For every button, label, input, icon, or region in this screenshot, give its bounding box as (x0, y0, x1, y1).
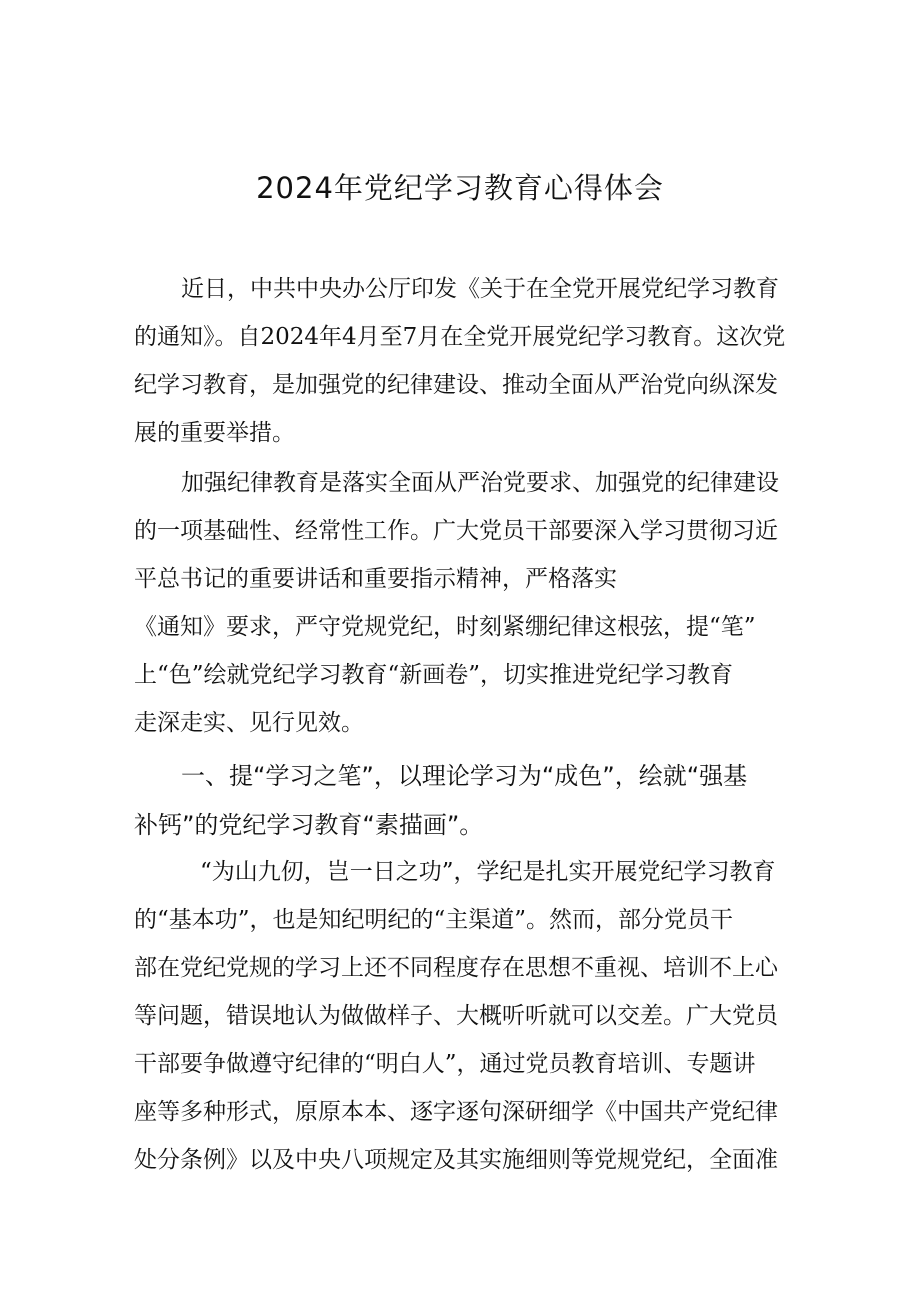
paragraph-3-line-7: 处分条例》以及中央八项规定及其实施细则等党规党纪，全面准 (134, 1147, 778, 1173)
paragraph-3-line-2: 的“基本功”，也是知纪明纪的“主渠道”。然而，部分党员干 (134, 907, 734, 933)
paragraph-1-line-4: 展的重要举措。 (134, 420, 295, 446)
paragraph-2-line-6: 走深走实、见行见效。 (134, 710, 364, 736)
section-heading-line-1: 一、提“学习之笔”，以理论学习为“成色”，绘就“强基 (181, 762, 748, 790)
section-heading-line-2: 补钙”的党纪学习教育“素描画”。 (134, 811, 484, 839)
paragraph-1-line-1: 近日，中共中央办公厅印发《关于在全党开展党纪学习教育 (181, 276, 779, 302)
document-title: 2024年党纪学习教育心得体会 (256, 171, 664, 205)
paragraph-1-line-3: 纪学习教育，是加强党的纪律建设、推动全面从严治党向纵深发 (134, 372, 778, 398)
paragraph-1-line-2: 的通知》。自2024年4月至7月在全党开展党纪学习教育。这次党 (134, 324, 786, 350)
paragraph-3-line-3: 部在党纪党规的学习上还不同程度存在思想不重视、培训不上心 (134, 955, 778, 981)
paragraph-3-line-4: 等问题，错误地认为做做样子、大概听听就可以交差。广大党员 (134, 1003, 778, 1029)
paragraph-3-line-1: “为山九仞，岂一日之功”，学纪是扎实开展党纪学习教育 (200, 859, 776, 885)
paragraph-2-line-1: 加强纪律教育是落实全面从严治党要求、加强党的纪律建设 (181, 470, 779, 496)
paragraph-2-line-2: 的一项基础性、经常性工作。广大党员干部要深入学习贯彻习近 (134, 518, 778, 544)
paragraph-2-line-3: 平总书记的重要讲话和重要指示精神，严格落实 (134, 566, 617, 592)
paragraph-2-line-4: 《通知》要求，严守党规党纪，时刻紧绷纪律这根弦，提“笔” (134, 614, 756, 640)
paragraph-2-line-5: 上“色”绘就党纪学习教育“新画卷”，切实推进党纪学习教育 (134, 662, 734, 688)
paragraph-3-line-6: 座等多种形式，原原本本、逐字逐句深研细学《中国共产党纪律 (134, 1099, 778, 1125)
paragraph-3-line-5: 干部要争做遵守纪律的“明白人”，通过党员教育培训、专题讲 (134, 1051, 756, 1077)
